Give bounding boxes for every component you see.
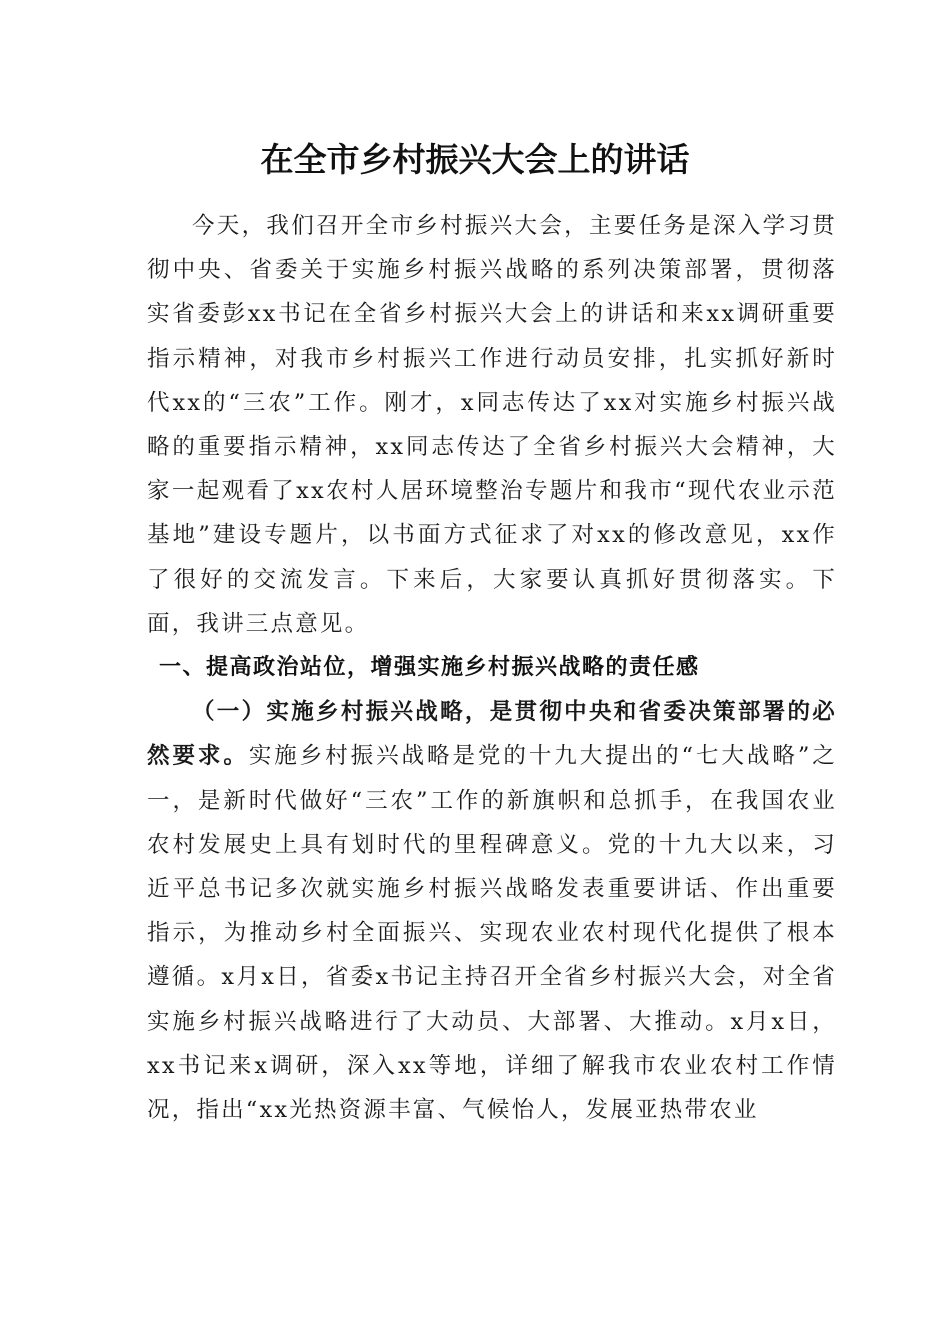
subsection-paragraph-1: [147, 690, 837, 1132]
subsection-heading-1: （一）实施乡村振兴战略，是贯彻中央和省委决策部署的必然要求。: [147, 699, 837, 770]
section-heading-1: 一、提高政治站位，增强实施乡村振兴战略的责任感: [159, 655, 700, 681]
subsection-body-1: 实施乡村振兴战略是党的十九大提出的“七大战略”之一，是新时代做好“三农”工作的新旗帜和总抓手，在我国农业农村发展史上具有划时代的里程碑意义。党的十九大以来，习近平总书记多次就实施乡村振兴战略发表重要讲话、作出重要指示，为推动乡村全面振兴、实现农业农村现代化提供了根本遵循。x月x日，省委x书记主持召开全省乡村振兴大会，对全省实施乡村振兴战略进行了大动员、大部署、大推动。x月x日，xx书记来x调研，深入xx等地，详细了解我市农业农村工作情况，指出“xx光热资源丰富、气候怡人，发展亚热带农业: [147, 743, 837, 1124]
opening-paragraph: 今天，我们召开全市乡村振兴大会，主要任务是深入学习贯彻中央、省委关于实施乡村振兴战略的系列决策部署，贯彻落实省委彭xx书记在全省乡村振兴大会上的讲话和来xx调研重要指示精神，对我市乡村振兴工作进行动员安排，扎实抓好新时代xx的“三农”工作。刚才，x同志传达了xx对实施乡村振兴战略的重要指示精神，xx同志传达了全省乡村振兴大会精神，大家一起观看了xx农村人居环境整治专题片和我市“现代农业示范基地”建设专题片，以书面方式征求了对xx的修改意见，xx作了很好的交流发言。下来后，大家要认真抓好贯彻落实。下面，我讲三点意见。: [147, 213, 837, 637]
document-body: [147, 204, 837, 1132]
document-title: 在全市乡村振兴大会上的讲话: [260, 140, 690, 179]
